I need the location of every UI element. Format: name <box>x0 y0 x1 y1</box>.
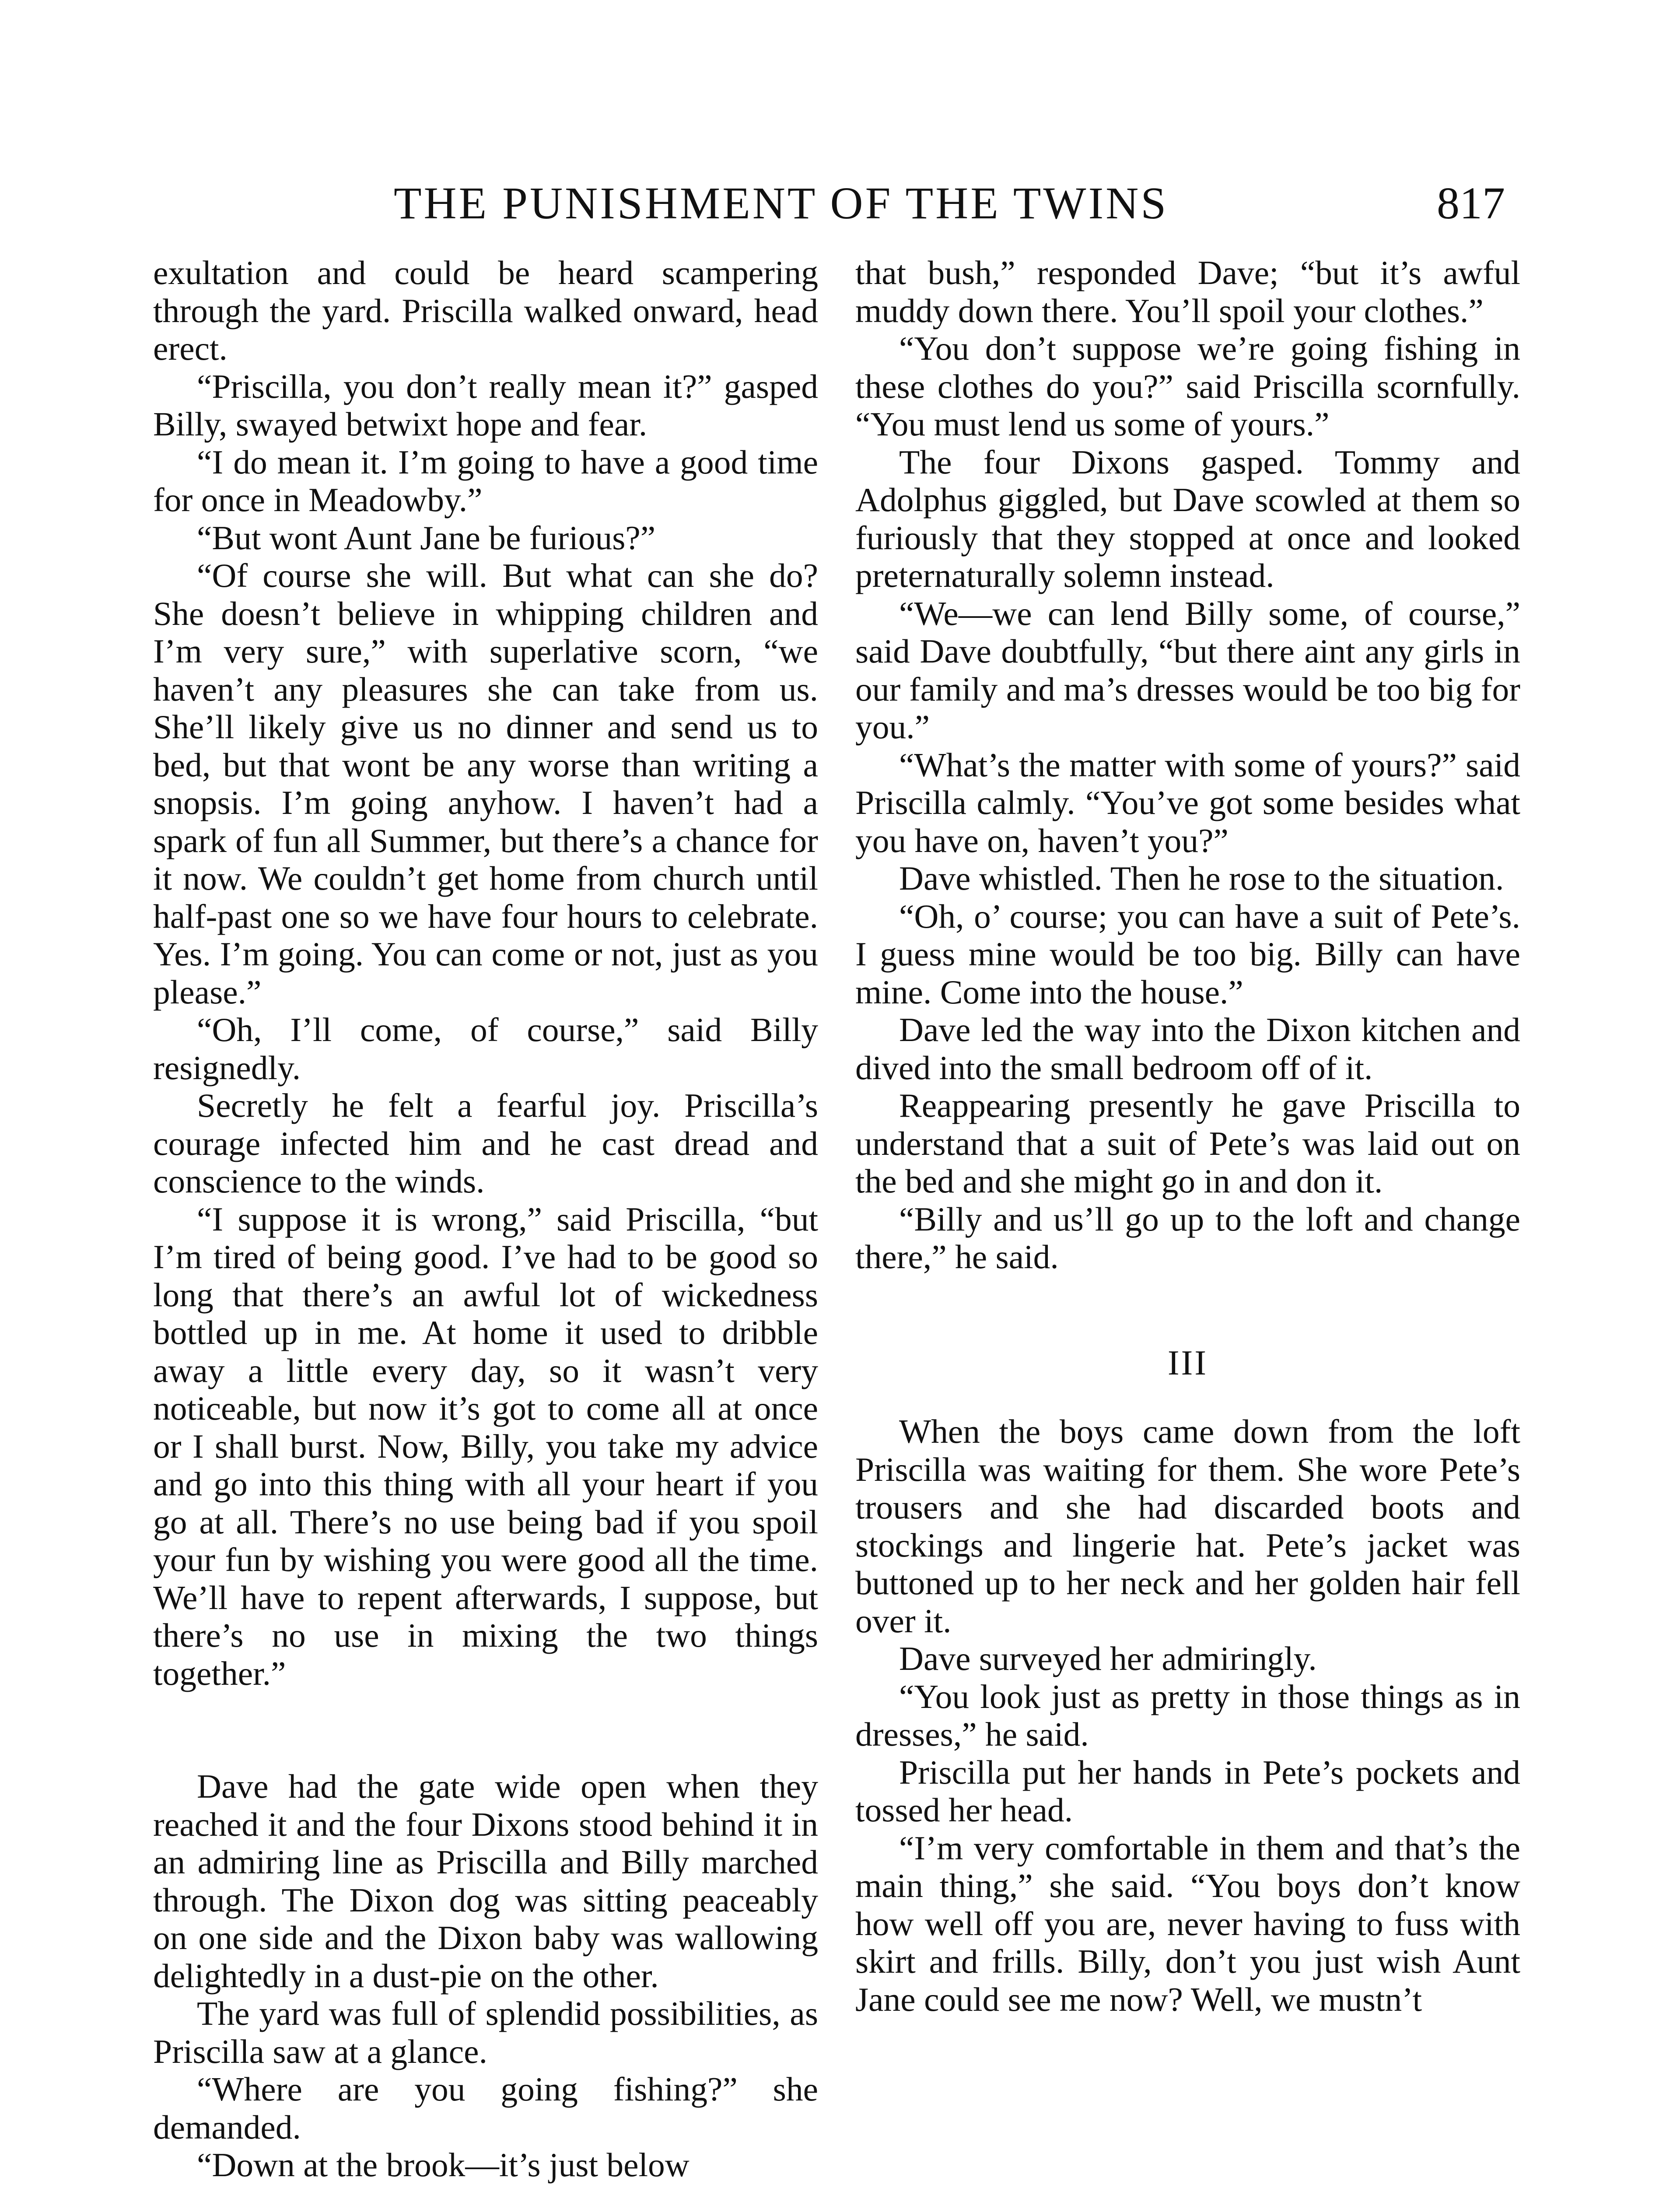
paragraph: “Of course she will. But what can she do? She doesn’t believe in whipping children and I’m very sure,” with superlative scorn, “we haven’t any pleasures she can take from us. She’ll likely give us no dinner and send us to bed, but that wont be any worse than writing a snopsis. I’m going anyhow. I haven’t had a spark of fun all Summer, but there’s a chance for it now. We couldn’t get home from church until half-past one so we have four hours to celebrate. Yes. I’m going. You can come or not, just as you please.” <box>153 557 818 1011</box>
paragraph: Secretly he felt a fearful joy. Priscilla’s courage infected him and he cast dread and conscience to the winds. <box>153 1087 818 1200</box>
paragraph: “You look just as pretty in those things as in dresses,” he said. <box>855 1677 1520 1753</box>
paragraph: “I suppose it is wrong,” said Priscilla, “but I’m tired of being good. I’ve had to be good so long that there’s an awful lot of wickedness bottled up in me. At home it used to dribble away a little every day, so it wasn’t very noticeable, but now it’s got to come all at once or I shall burst. Now, Billy, you take my advice and go into this thing with all your heart if you go at all. There’s no use being bad if you spoil your fun by wishing you were good all the time. We’ll have to repent afterwards, I suppose, but there’s no use in mixing the two things together.” <box>153 1200 818 1692</box>
paragraph: that bush,” responded Dave; “but it’s awful muddy down there. You’ll spoil your clothes.” <box>855 254 1520 330</box>
paragraph: “We—we can lend Billy some, of course,” said Dave doubtfully, “but there aint any girls in our family and ma’s dresses would be too big for you.” <box>855 594 1520 746</box>
paragraph: Reappearing presently he gave Priscilla to understand that a suit of Pete’s was laid out on the bed and she might go in and don it. <box>855 1087 1520 1200</box>
paragraph: “What’s the matter with some of yours?” said Priscilla calmly. “You’ve got some besides what you have on, haven’t you?” <box>855 746 1520 859</box>
paragraph: Dave whistled. Then he rose to the situation. <box>899 859 1504 897</box>
paragraph: Priscilla put her hands in Pete’s pockets and tossed her head. <box>855 1753 1520 1829</box>
paragraph: The yard was full of splendid possibilities, as Priscilla saw at a glance. <box>153 1995 818 2070</box>
paragraph: “Oh, I’ll come, of course,” said Billy resignedly. <box>153 1011 818 1087</box>
paragraph: “Down at the brook—it’s just below <box>197 2146 690 2184</box>
paragraph: Dave led the way into the Dixon kitchen and dived into the small bedroom off of it. <box>855 1011 1520 1087</box>
paragraph: “You don’t suppose we’re going fishing in these clothes do you?” said Priscilla scornfully. “You must lend us some of yours.” <box>855 330 1520 443</box>
paragraph: “Priscilla, you don’t really mean it?” gasped Billy, swayed betwixt hope and fear. <box>153 367 818 443</box>
paragraph: “I’m very comfortable in them and that’s the main thing,” she said. “You boys don’t know how well off you are, never having to fuss with skirt and frills. Billy, don’t you just wish Aunt Jane could see me now? Well, we mustn’t <box>855 1829 1520 2018</box>
paragraph: “Oh, o’ course; you can have a suit of Pete’s. I guess mine would be too big. Billy can have mine. Come into the house.” <box>855 897 1520 1011</box>
right-column <box>855 254 1520 2018</box>
page-header <box>394 173 1505 234</box>
paragraph: Dave surveyed her admiringly. <box>899 1640 1317 1677</box>
left-column <box>153 254 818 2184</box>
paragraph: exultation and could be heard scampering through the yard. Priscilla walked onward, head erect. <box>153 254 818 367</box>
section-heading: III <box>1168 1343 1208 1382</box>
paragraph: When the boys came down from the loft Priscilla was waiting for them. She wore Pete’s trousers and she had discarded boots and stockings and lingerie hat. Pete’s jacket was buttoned up to her neck and her golden hair fell over it. <box>855 1413 1520 1640</box>
paragraph: “Where are you going fishing?” she demanded. <box>153 2070 818 2146</box>
page-number: 817 <box>1437 178 1505 228</box>
paragraph: Dave had the gate wide open when they reached it and the four Dixons stood behind it in an admiring line as Priscilla and Billy marched through. The Dixon dog was sitting peaceably on one side and the Dixon baby was wallowing delightedly in a dust-pie on the other. <box>153 1767 818 1995</box>
paragraph: The four Dixons gasped. Tommy and Adolphus giggled, but Dave scowled at them so furiously that they stopped at once and looked preternaturally solemn instead. <box>855 443 1520 594</box>
paragraph: “But wont Aunt Jane be furious?” <box>197 519 656 557</box>
paragraph: “Billy and us’ll go up to the loft and change there,” he said. <box>855 1200 1520 1276</box>
paragraph: “I do mean it. I’m going to have a good time for once in Meadowby.” <box>153 443 818 519</box>
running-title: THE PUNISHMENT OF THE TWINS <box>394 178 1169 228</box>
